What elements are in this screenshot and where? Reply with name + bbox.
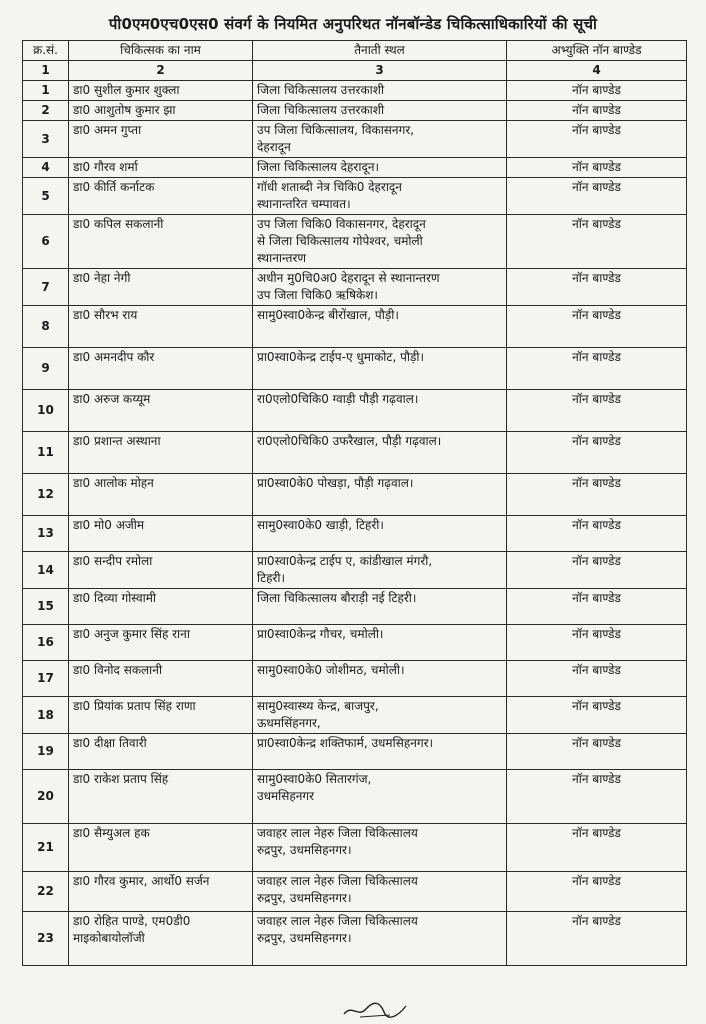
- serial-number-cell: 11: [23, 432, 69, 474]
- posting-place-cell: प्रा0स्वा0केन्द्र टाईप-ए धुमाकोट, पौड़ी।: [253, 348, 507, 390]
- table-row: [23, 432, 687, 474]
- signature-mark: [340, 1000, 410, 1020]
- table-row: [23, 912, 687, 966]
- posting-place-cell: जवाहर लाल नेहरु जिला चिकित्सालय रुद्रपुर, उधमसिहनगर।: [253, 824, 507, 872]
- doctor-name-cell: डा0 प्रशान्त अस्थाना: [69, 432, 253, 474]
- serial-number-cell: 22: [23, 872, 69, 912]
- status-cell: नॉन बाण्डेड: [507, 81, 687, 101]
- serial-number-cell: 17: [23, 661, 69, 697]
- doctor-name-cell: डा0 गौरव कुमार, आर्थो0 सर्जन: [69, 872, 253, 912]
- serial-number-cell: 6: [23, 215, 69, 269]
- status-cell: नॉन बाण्डेड: [507, 872, 687, 912]
- posting-place-cell: जवाहर लाल नेहरु जिला चिकित्सालय रुद्रपुर, उधमसिहनगर।: [253, 912, 507, 966]
- status-cell: नॉन बाण्डेड: [507, 348, 687, 390]
- table-row: [23, 158, 687, 178]
- status-cell: नॉन बाण्डेड: [507, 178, 687, 215]
- status-cell: नॉन बाण्डेड: [507, 770, 687, 824]
- table-row: [23, 121, 687, 158]
- status-cell: नॉन बाण्डेड: [507, 474, 687, 516]
- column-number-row: [23, 61, 687, 81]
- doctor-name-cell: डा0 अमनदीप कौर: [69, 348, 253, 390]
- doctor-name-cell: डा0 राकेश प्रताप सिंह: [69, 770, 253, 824]
- posting-place-cell: उप जिला चिकि0 विकासनगर, देहरादून से जिला चिकित्सालय गोपेश्वर, चमोली स्थानान्तरण: [253, 215, 507, 269]
- doctor-name-cell: डा0 अरुज कय्यूम: [69, 390, 253, 432]
- posting-place-cell: सामु0स्वास्थ्य केन्द्र, बाजपुर, ऊधमसिंहनगर,: [253, 697, 507, 734]
- serial-number-cell: 21: [23, 824, 69, 872]
- header-serial: क्र.सं.: [23, 41, 69, 61]
- table-row: [23, 661, 687, 697]
- serial-number-cell: 19: [23, 734, 69, 770]
- table-row: [23, 390, 687, 432]
- status-cell: नॉन बाण्डेड: [507, 697, 687, 734]
- serial-number-cell: 20: [23, 770, 69, 824]
- posting-place-cell: प्रा0स्वा0केन्द्र शक्तिफार्म, उधमसिहनगर।: [253, 734, 507, 770]
- posting-place-cell: सामु0स्वा0के0 खाड़ी, टिहरी।: [253, 516, 507, 552]
- status-cell: नॉन बाण्डेड: [507, 432, 687, 474]
- status-cell: नॉन बाण्डेड: [507, 306, 687, 348]
- doctors-table: [22, 40, 687, 966]
- doctor-name-cell: डा0 आलोक मोहन: [69, 474, 253, 516]
- posting-place-cell: अधीन मु0चि0अ0 देहरादून से स्थानान्तरण उप जिला चिकि0 ऋषिकेश।: [253, 269, 507, 306]
- status-cell: नॉन बाण्डेड: [507, 552, 687, 589]
- posting-place-cell: रा0एलो0चिकि0 ग्वाड़ी पौड़ी गढ़वाल।: [253, 390, 507, 432]
- status-cell: नॉन बाण्डेड: [507, 625, 687, 661]
- doctor-name-cell: डा0 अनुज कुमार सिंह राना: [69, 625, 253, 661]
- posting-place-cell: सामु0स्वा0केन्द्र बीरोंखाल, पौड़ी।: [253, 306, 507, 348]
- serial-number-cell: 12: [23, 474, 69, 516]
- doctor-name-cell: डा0 गौरव शर्मा: [69, 158, 253, 178]
- table-row: [23, 589, 687, 625]
- status-cell: नॉन बाण्डेड: [507, 661, 687, 697]
- status-cell: नॉन बाण्डेड: [507, 158, 687, 178]
- serial-number-cell: 13: [23, 516, 69, 552]
- column-number: 3: [253, 61, 507, 81]
- doctor-name-cell: डा0 सुशील कुमार शुक्ला: [69, 81, 253, 101]
- posting-place-cell: सामु0स्वा0के0 सितारगंज, उधमसिहनगर: [253, 770, 507, 824]
- doctor-name-cell: डा0 विनोद सकलानी: [69, 661, 253, 697]
- serial-number-cell: 10: [23, 390, 69, 432]
- posting-place-cell: गॉधी शताब्दी नेत्र चिकि0 देहरादून स्थानान्तरित चम्पावत।: [253, 178, 507, 215]
- serial-number-cell: 4: [23, 158, 69, 178]
- posting-place-cell: प्रा0स्वा0के0 पोखड़ा, पौड़ी गढ़वाल।: [253, 474, 507, 516]
- table-row: [23, 516, 687, 552]
- table-row: [23, 872, 687, 912]
- status-cell: नॉन बाण्डेड: [507, 516, 687, 552]
- posting-place-cell: रा0एलो0चिकि0 उफरैखाल, पौड़ी गढ़वाल।: [253, 432, 507, 474]
- serial-number-cell: 1: [23, 81, 69, 101]
- status-cell: नॉन बाण्डेड: [507, 824, 687, 872]
- status-cell: नॉन बाण्डेड: [507, 589, 687, 625]
- posting-place-cell: जिला चिकित्सालय देहरादून।: [253, 158, 507, 178]
- table-row: [23, 734, 687, 770]
- serial-number-cell: 18: [23, 697, 69, 734]
- table-row: [23, 824, 687, 872]
- serial-number-cell: 16: [23, 625, 69, 661]
- serial-number-cell: 3: [23, 121, 69, 158]
- header-row: [23, 41, 687, 61]
- header-posting-place: तैनाती स्थल: [253, 41, 507, 61]
- status-cell: नॉन बाण्डेड: [507, 121, 687, 158]
- doctor-name-cell: डा0 दीक्षा तिवारी: [69, 734, 253, 770]
- header-doctor-name: चिकित्सक का नाम: [69, 41, 253, 61]
- column-number: 2: [69, 61, 253, 81]
- posting-place-cell: जवाहर लाल नेहरु जिला चिकित्सालय रुद्रपुर, उधमसिहनगर।: [253, 872, 507, 912]
- doctor-name-cell: डा0 सौरभ राय: [69, 306, 253, 348]
- posting-place-cell: सामु0स्वा0के0 जोशीमठ, चमोली।: [253, 661, 507, 697]
- doctor-name-cell: डा0 दिव्या गोस्वामी: [69, 589, 253, 625]
- posting-place-cell: जिला चिकित्सालय बौराड़ी नई टिहरी।: [253, 589, 507, 625]
- serial-number-cell: 2: [23, 101, 69, 121]
- column-number: 1: [23, 61, 69, 81]
- doctor-name-cell: डा0 अमन गुप्ता: [69, 121, 253, 158]
- doctor-name-cell: डा0 सन्दीप रमोला: [69, 552, 253, 589]
- header-appointment: अभ्युक्ति नॉन बाण्डेड: [507, 41, 687, 61]
- serial-number-cell: 15: [23, 589, 69, 625]
- status-cell: नॉन बाण्डेड: [507, 390, 687, 432]
- doctor-name-cell: डा0 आशुतोष कुमार झा: [69, 101, 253, 121]
- table-row: [23, 306, 687, 348]
- table-row: [23, 770, 687, 824]
- posting-place-cell: प्रा0स्वा0केन्द्र टाईप ए, कांडीखाल मंगरौ, टिहरी।: [253, 552, 507, 589]
- serial-number-cell: 9: [23, 348, 69, 390]
- status-cell: नॉन बाण्डेड: [507, 215, 687, 269]
- status-cell: नॉन बाण्डेड: [507, 734, 687, 770]
- table-row: [23, 625, 687, 661]
- doctor-name-cell: डा0 रोहित पाण्डे, एम0डी0 माइकोबायोलॉजी: [69, 912, 253, 966]
- table-row: [23, 215, 687, 269]
- serial-number-cell: 7: [23, 269, 69, 306]
- status-cell: नॉन बाण्डेड: [507, 101, 687, 121]
- status-cell: नॉन बाण्डेड: [507, 269, 687, 306]
- table-row: [23, 474, 687, 516]
- table-row: [23, 269, 687, 306]
- table-row: [23, 101, 687, 121]
- status-cell: नॉन बाण्डेड: [507, 912, 687, 966]
- column-number: 4: [507, 61, 687, 81]
- serial-number-cell: 5: [23, 178, 69, 215]
- table-row: [23, 81, 687, 101]
- doctor-name-cell: डा0 सैम्युअल हक: [69, 824, 253, 872]
- doctor-name-cell: डा0 कपिल सकलानी: [69, 215, 253, 269]
- table-row: [23, 552, 687, 589]
- table-row: [23, 348, 687, 390]
- doctor-name-cell: डा0 मो0 अजीम: [69, 516, 253, 552]
- posting-place-cell: जिला चिकित्सालय उत्तरकाशी: [253, 101, 507, 121]
- serial-number-cell: 14: [23, 552, 69, 589]
- document-title: पी0एम0एच0एस0 संवर्ग के नियमित अनुपरिथत नॉनबॉन्डेड चिकित्साधिकारियों की सूची: [108, 15, 598, 33]
- doctor-name-cell: डा0 नेहा नेगी: [69, 269, 253, 306]
- doctor-name-cell: डा0 कीर्ति कर्नाटक: [69, 178, 253, 215]
- serial-number-cell: 23: [23, 912, 69, 966]
- posting-place-cell: उप जिला चिकित्सालय, विकासनगर, देहरादून: [253, 121, 507, 158]
- serial-number-cell: 8: [23, 306, 69, 348]
- doctor-name-cell: डा0 प्रियांक प्रताप सिंह राणा: [69, 697, 253, 734]
- posting-place-cell: प्रा0स्वा0केन्द्र गौचर, चमोली।: [253, 625, 507, 661]
- posting-place-cell: जिला चिकित्सालय उत्तरकाशी: [253, 81, 507, 101]
- table-row: [23, 697, 687, 734]
- table-row: [23, 178, 687, 215]
